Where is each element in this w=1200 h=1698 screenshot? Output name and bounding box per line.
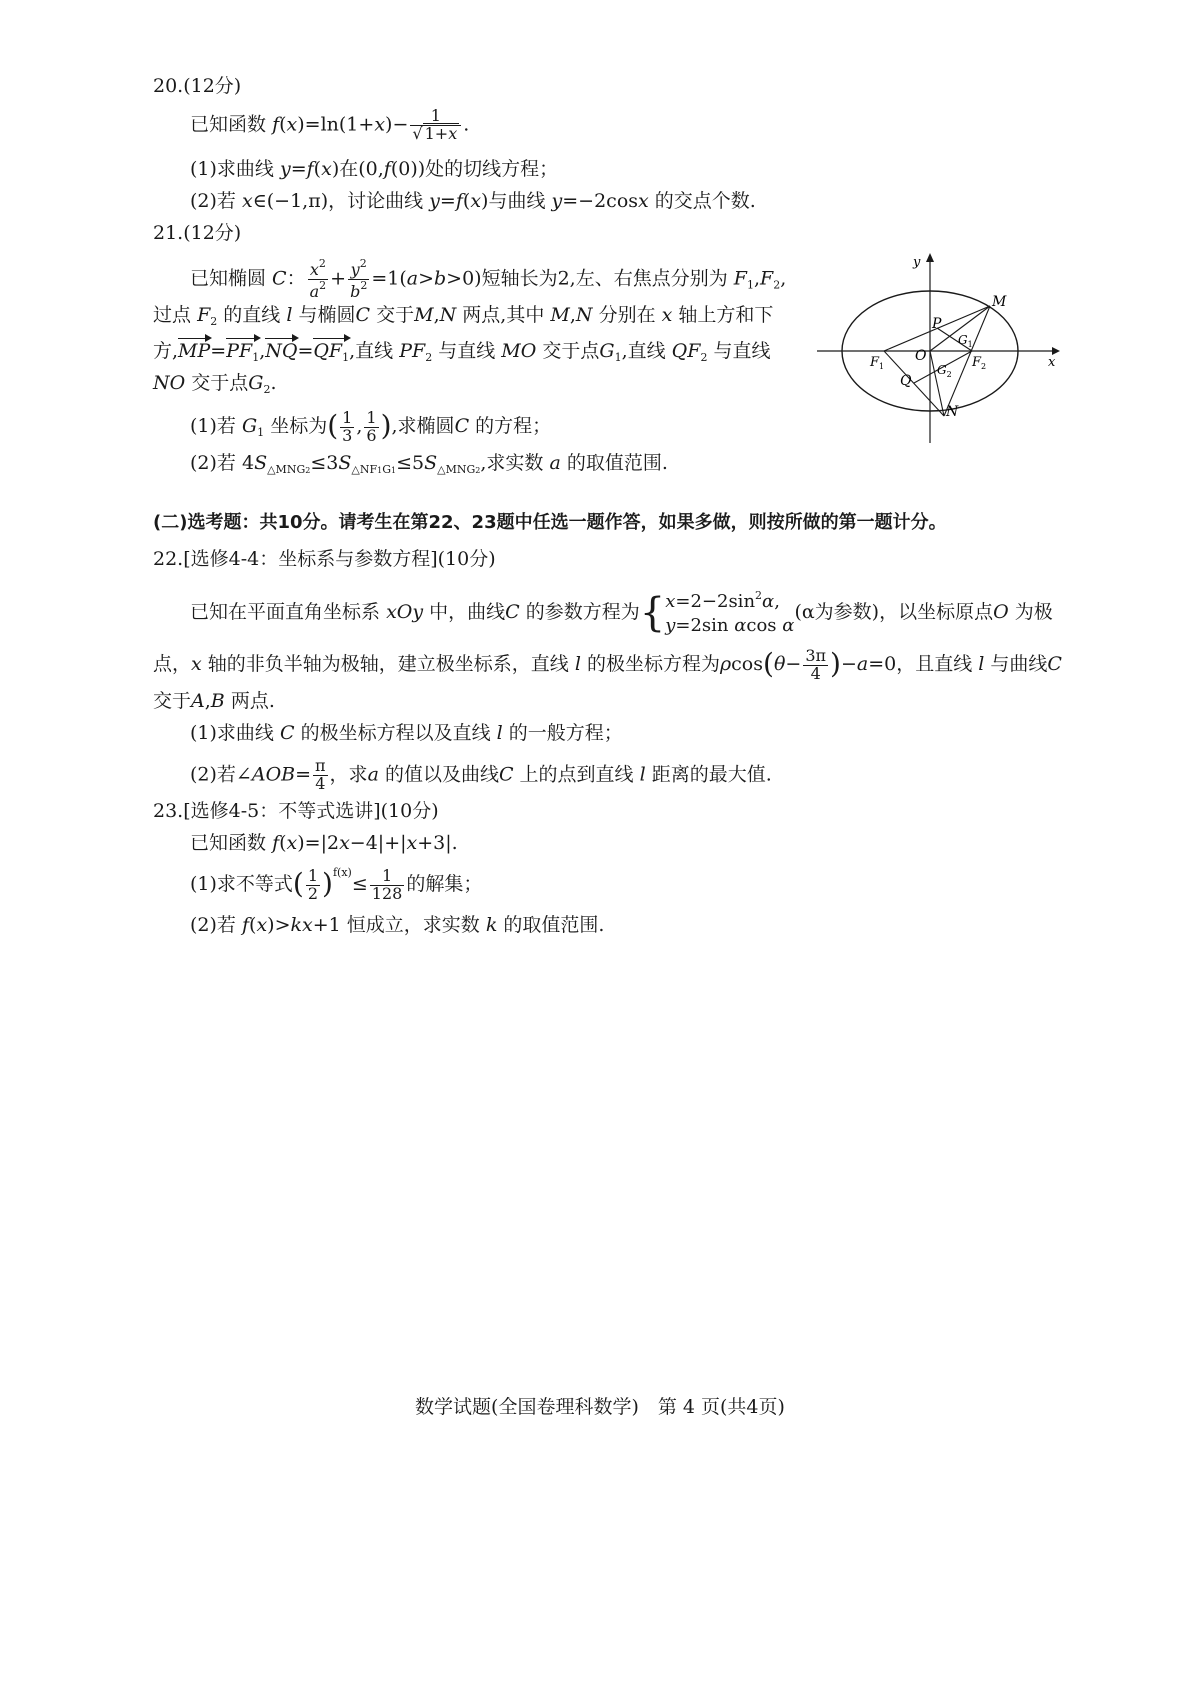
q22-part2-mid2: 的值以及曲线 bbox=[384, 763, 499, 786]
line-NO bbox=[930, 351, 944, 416]
q20-stem-text: 已知函数 bbox=[190, 113, 267, 136]
q20-part2-mid: ，讨论曲线 bbox=[328, 190, 424, 212]
q22-line2-prefix: 点， bbox=[153, 653, 192, 675]
q20-part1-end: 处的切线方程； bbox=[425, 158, 559, 180]
q21-line3-prefix: 方, bbox=[153, 340, 179, 362]
q21-line4-mid: 交于点 bbox=[191, 372, 249, 394]
q21-part1-end2: 的方程； bbox=[475, 415, 552, 437]
q21-part2-prefix: (2)若 bbox=[190, 452, 236, 474]
q22-part2-mid3: 上的点到直线 bbox=[519, 763, 634, 786]
q22-line2: 点，x 轴的非负半轴为极轴，建立极坐标系，直线 l 的极坐标方程为ρcos(θ− $\frac{3\pi}{4}$ )−a=0，且直线 l 与曲线C bbox=[153, 645, 1062, 683]
ellipse-figure bbox=[812, 248, 1062, 448]
label-F1: $F_1$ bbox=[870, 355, 885, 371]
label-x: x bbox=[1048, 355, 1056, 370]
q20-part1-text: (1)求曲线 bbox=[190, 158, 274, 180]
q22-header: 22.[选修4-4：坐标系与参数方程](10分) bbox=[153, 548, 496, 570]
q22-part1-end: 的一般方程； bbox=[508, 722, 623, 744]
q20-header: 20.(12分) bbox=[153, 75, 242, 97]
q21-line3-end: 与直线 bbox=[713, 340, 771, 362]
q20-stem: 已知函数 f(x)=ln(1+x)− $\frac{1}{√ 1+x}$ . bbox=[190, 106, 470, 143]
page-footer: 数学试题(全国卷理科数学) 第 4 页(共4页) bbox=[415, 1396, 785, 1418]
q21-line2-text: 过点 bbox=[153, 304, 192, 326]
q21-line3-mid3: 交于点 bbox=[542, 340, 600, 362]
label-y: y bbox=[913, 255, 921, 270]
q21-part1-prefix: (1)若 bbox=[190, 415, 236, 437]
q23-part1: (1)求不等式( $\frac{1}{2}$ )$^{f(x)}$≤ $\frac{1}{128}$ 的解集； bbox=[190, 865, 483, 903]
label-O: O bbox=[915, 348, 927, 364]
q21-line1: 已知椭圆 C： $\frac{x^2}{a^2}$ + $\frac{y^2}{b^2}$ =1(a>b>0)短轴长为2,左、右焦点分别为 $F_1,F_2$, bbox=[190, 257, 787, 301]
q21-part2-end2: 的取值范围. bbox=[566, 452, 668, 474]
q21-part1-mid: 坐标为 bbox=[270, 415, 328, 437]
q21-line2-mid: 的直线 bbox=[223, 304, 281, 326]
q23-part2-prefix: (2)若 bbox=[190, 914, 236, 936]
q22-line2-end2: 与曲线 bbox=[990, 653, 1048, 675]
q21-line3-mid: ,直线 bbox=[349, 340, 394, 362]
q22-line3: 交于A,B 两点. bbox=[153, 690, 275, 712]
label-Q: Q bbox=[900, 373, 912, 389]
q20-part2-end: 的交点个数. bbox=[654, 190, 756, 212]
q20-part1-tail: 在(0, bbox=[339, 158, 384, 180]
q21-line3-mid2: 与直线 bbox=[438, 340, 496, 362]
q23-part2-end: 的取值范围. bbox=[503, 914, 605, 936]
label-F2: $F_2$ bbox=[972, 355, 987, 371]
q21-line1-prefix: 已知椭圆 bbox=[190, 267, 267, 290]
q21-line2-end2: 分别在 bbox=[598, 304, 656, 326]
q22-part1-prefix: (1)求曲线 bbox=[190, 722, 274, 744]
section2-heading: (二)选考题：共10分。请考生在第22、23题中任选一题作答，如果多做，则按所做的第一题计分。 bbox=[153, 512, 947, 533]
q21-line4: NO 交于点$G_2$. bbox=[153, 372, 277, 396]
q23-stem-prefix: 已知函数 bbox=[190, 832, 267, 854]
q20-part2-text: (2)若 bbox=[190, 190, 236, 212]
q22-line2-end: ，且直线 bbox=[896, 653, 973, 675]
q21-part2-end: ,求实数 bbox=[480, 452, 544, 474]
q22-parametric-system: $x=2-2\sin^2\alpha$, y=2sin αcos α bbox=[665, 589, 795, 636]
q22-line1-mid2: 的参数方程为 bbox=[525, 601, 640, 623]
q21-header: 21.(12分) bbox=[153, 222, 242, 244]
q22-line3-text: 交于 bbox=[153, 690, 192, 712]
q21-line2-end: 两点,其中 bbox=[462, 304, 545, 326]
q20-part2-mid2: 与曲线 bbox=[488, 190, 546, 212]
q21-part1-end: ,求椭圆 bbox=[391, 415, 455, 437]
q21-line3-mid4: ,直线 bbox=[621, 340, 666, 362]
q21-line2-mid2: 与椭圆 bbox=[298, 304, 356, 326]
q21-line2-end3: 轴上方和下 bbox=[678, 304, 774, 326]
q22-line2-mid2: 的极坐标方程为 bbox=[586, 653, 720, 675]
q22-line1-end: 为极 bbox=[1014, 601, 1053, 623]
q22-line1: 已知在平面直角坐标系 xOy 中，曲线C 的参数方程为{$x=2-2\sin^2\alpha$, y=2sin αcos α(α为参数)，以坐标原点O 为极 bbox=[190, 589, 1053, 636]
q23-header: 23.[选修4-5：不等式选讲](10分) bbox=[153, 800, 439, 822]
q20-part2: (2)若 x∈(−1,π)，讨论曲线 y=f(x)与曲线 y=−2cosx 的交点个数. bbox=[190, 190, 756, 212]
q22-line1-mid: 中，曲线 bbox=[429, 601, 506, 623]
q23-part1-prefix: (1)求不等式 bbox=[190, 873, 293, 895]
q23-part2: (2)若 f(x)>kx+1 恒成立，求实数 k 的取值范围. bbox=[190, 914, 605, 936]
q21-line2: 过点 $F_2$ 的直线 l 与椭圆C 交于M,N 两点,其中 M,N 分别在 x 轴上方和下 bbox=[153, 304, 774, 328]
y-axis-arrow bbox=[926, 253, 934, 262]
label-P: P bbox=[932, 316, 942, 332]
q23-stem: 已知函数 f(x)=|2x−4|+|x+3|. bbox=[190, 832, 458, 854]
q21-line3: 方$,MP=PF_1,NQ=QF_1$,直线 $PF_2$ 与直线 MO 交于点$G_1$,直线 $QF_2$ 与直线 bbox=[153, 340, 771, 364]
q22-part1-mid: 的极坐标方程以及直线 bbox=[300, 722, 491, 744]
label-N: N bbox=[946, 404, 959, 420]
q23-part1-end: 的解集； bbox=[406, 873, 483, 895]
q22-part2: (2)若∠AOB= $\frac{\pi}{4}$ ，求a 的值以及曲线C 上的点到直线 l 距离的最大值. bbox=[190, 756, 772, 793]
q22-line2-mid: 轴的非负半轴为极轴，建立极坐标系，直线 bbox=[207, 653, 569, 675]
q22-part2-end: 距离的最大值. bbox=[651, 763, 772, 786]
q22-part2-mid: ，求 bbox=[329, 763, 368, 786]
q22-part2-prefix: (2)若 bbox=[190, 763, 236, 786]
q23-part2-mid: 恒成立，求实数 bbox=[346, 914, 480, 936]
q22-part1: (1)求曲线 C 的极坐标方程以及直线 l 的一般方程； bbox=[190, 722, 623, 744]
q22-line3-end: 两点. bbox=[230, 690, 275, 712]
label-G2: $G_2$ bbox=[937, 363, 952, 379]
q22-line1-note: (α为参数)，以坐标原点 bbox=[794, 601, 994, 623]
q22-line1-prefix: 已知在平面直角坐标系 bbox=[190, 601, 381, 623]
q20-part1: (1)求曲线 y=f(x)在(0,f(0))处的切线方程； bbox=[190, 158, 559, 180]
label-G1: $G_1$ bbox=[958, 333, 973, 349]
q21-line1-tail: 短轴长为2,左、右焦点分别为 bbox=[481, 267, 728, 290]
x-axis-arrow bbox=[1052, 347, 1060, 355]
q20-fraction: $\frac{1}{√ 1+x}$ bbox=[410, 108, 461, 143]
q21-part1: (1)若 $G_1$ 坐标为( $\frac{1}{3}$ , $\frac{1}{6}$ ),求椭圆C 的方程； bbox=[190, 407, 552, 445]
label-M: M bbox=[992, 294, 1007, 310]
q21-part2: (2)若 $4S_{\triangle MNG2}\le 3S_{\triangle NF1G1}\le 5S_{\triangle MNG2}$,求实数 a 的取值范围. bbox=[190, 452, 668, 476]
q21-line2-mid3: 交于 bbox=[376, 304, 415, 326]
